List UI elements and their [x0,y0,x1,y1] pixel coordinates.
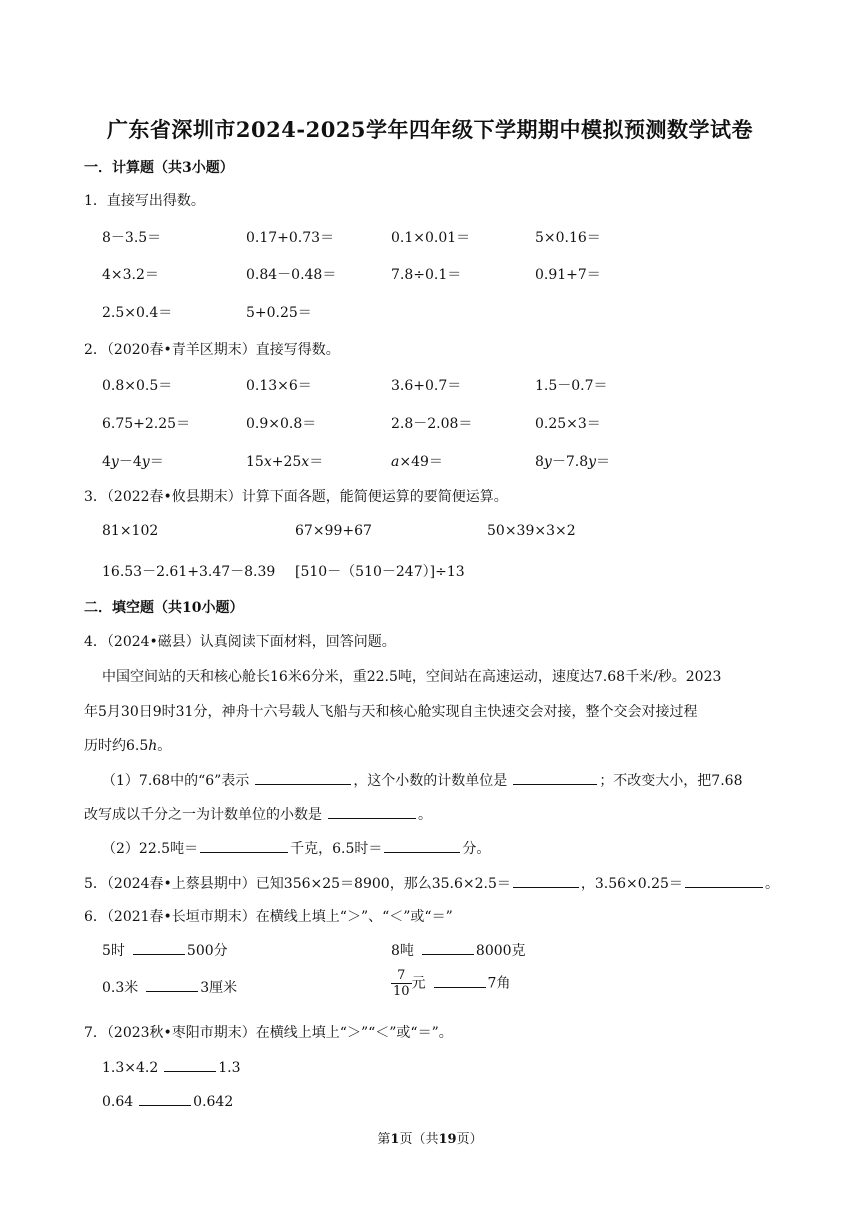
q4-text: （1）7.68中的“6”表示 [102,773,250,789]
q1-item: 8－3.5＝ [102,230,162,246]
q1-item: 2.5×0.4＝ [102,305,173,321]
answer-blank[interactable] [139,1091,191,1106]
q2-item: 3.6+0.7＝ [391,378,462,394]
q2-item: 6.75+2.25＝ [102,416,191,432]
q1-item: 0.1×0.01＝ [391,230,471,246]
q1-item: 5+0.25＝ [246,305,312,321]
q2-expr-part: +25 [271,454,302,470]
q7-item [102,1057,241,1076]
q6-item [391,940,526,960]
q6-text: 500分 [186,943,228,959]
q2-item: 0.13×6＝ [246,378,312,394]
q2-item [535,451,610,471]
answer-blank[interactable] [422,940,474,955]
q2-expr-var: x [263,454,272,470]
q1-item: 5×0.16＝ [535,230,601,246]
q2-expr-var: y [543,454,552,470]
footer-text: 第 [377,1132,391,1147]
q2-expr-part: ×49＝ [399,454,443,470]
q2-expr-part: －7.8 [551,454,589,470]
question-1-stem: 1．直接写出得数。 [84,193,205,209]
q4-paragraph-line [84,735,171,755]
q2-expr-var: y [141,454,150,470]
q7-text: 0.64 [102,1094,134,1110]
q2-expr-part: ＝ [309,454,324,470]
q4-sub1-line2 [84,804,432,824]
q6-text: 3厘米 [200,980,238,996]
answer-blank[interactable] [200,838,288,853]
q6-text: 元 [411,975,426,992]
q1-item: 0.91+7＝ [535,267,601,283]
q6-item [102,977,237,997]
page-title: 广东省深圳市2024-2025学年四年级下学期期中模拟预测数学试卷 [106,117,754,142]
q6-text: 8000克 [475,943,526,959]
section-heading-fill: 二．填空题（共10小题） [84,600,244,616]
q2-expr-var: a [391,454,400,470]
q4-text: 千克，6.5时＝ [290,841,383,857]
question-5 [84,873,779,893]
q2-item: 0.25×3＝ [535,416,601,432]
q7-text: 1.3 [218,1060,241,1076]
q2-item: 0.9×0.8＝ [246,416,317,432]
q2-expr-var: y [588,454,597,470]
q7-item [102,1091,233,1110]
q6-item [102,940,228,960]
q4-text: ，这个小数的计数单位是 [353,773,508,789]
fraction-numerator: 7 [391,968,412,984]
q2-item: 0.8×0.5＝ [102,378,173,394]
q4-text: 。 [418,807,432,823]
q4-text: 改写成以千分之一为计数单位的小数是 [84,807,322,823]
q2-expr-part: ＝ [149,454,164,470]
q2-expr-part: 8 [535,454,544,470]
question-2-stem: 2．（2020春•青羊区期末）直接写得数。 [84,342,340,358]
q3-item: 81×102 [102,523,159,539]
answer-blank[interactable] [255,770,351,785]
q2-item: 2.8－2.08＝ [391,416,473,432]
q5-text: ，3.56×0.25＝ [580,876,683,892]
page-footer [0,1128,860,1147]
q2-item: 1.5－0.7＝ [535,378,608,394]
q4-sub1 [102,770,742,790]
q4-unit-var: h [148,738,158,754]
q2-expr-var: y [110,454,119,470]
q2-expr-part: 15 [246,454,264,470]
q2-expr-part: －4 [118,454,142,470]
q1-item: 7.8÷0.1＝ [391,267,462,283]
page-total: 19 [438,1132,457,1147]
q4-sub2 [102,838,490,858]
q4-text: （2）22.5吨＝ [102,841,199,857]
question-6-stem: 6．（2021春•长垣市期末）在横线上填上“＞”、“＜”或“＝” [84,909,453,925]
page-number: 1 [390,1132,400,1147]
q2-expr-var: x [301,454,310,470]
q6-text: 0.3米 [102,980,139,996]
q2-item [102,451,164,471]
q4-text: 历时约6.5 [84,738,149,754]
q3-item: [510－（510－247）]÷13 [295,564,465,580]
q3-item: 50×39×3×2 [487,523,576,539]
q3-item: 16.53－2.61+3.47－8.39 [102,564,276,580]
q1-item: 0.17+0.73＝ [246,230,335,246]
answer-blank[interactable] [164,1057,216,1072]
q4-paragraph-line: 中国空间站的天和核心舱长16米6分米，重22.5吨，空间站在高速运动，速度达7.68千米/秒。2023 [102,669,722,685]
q4-text: 。 [157,738,172,754]
q5-text: 5．（2024春•上蔡县期中）已知356×25＝8900，那么35.6×2.5＝ [84,876,511,892]
q2-expr-part: ＝ [596,454,611,470]
question-3-stem: 3．（2022春•攸县期末）计算下面各题，能简便运算的要简便运算。 [84,489,508,505]
q4-paragraph-line: 年5月30日9时31分，神舟十六号载人飞船与天和核心舱实现自主快速交会对接，整个交会对接过程 [84,704,698,720]
answer-blank[interactable] [434,973,486,988]
answer-blank[interactable] [328,804,416,819]
q7-text: 1.3×4.2 [102,1060,159,1076]
q2-expr-part: 4 [102,454,111,470]
fraction [391,968,412,999]
q3-item: 67×99+67 [295,523,372,539]
answer-blank[interactable] [513,873,579,888]
footer-text: 页） [456,1132,483,1147]
q4-text: 分。 [462,841,491,857]
q1-item: 0.84－0.48＝ [246,267,337,283]
answer-blank[interactable] [146,977,198,992]
q4-text: ；不改变大小，把7.68 [599,773,743,789]
question-7-stem: 7．（2023秋•枣阳市期末）在横线上填上“＞”“＜”或“＝”。 [84,1025,453,1041]
q6-text: 5时 [102,943,125,959]
answer-blank[interactable] [384,838,460,853]
fraction-denominator: 10 [393,984,410,999]
q2-item [246,451,323,471]
q2-item [391,451,443,471]
q1-item: 4×3.2＝ [102,267,159,283]
q6-item [391,968,510,999]
q6-text: 7角 [487,975,511,992]
q6-text: 8吨 [391,943,414,959]
question-4-stem: 4．（2024•磁县）认真阅读下面材料，回答问题。 [84,634,396,650]
answer-blank[interactable] [133,940,185,955]
answer-blank[interactable] [513,770,597,785]
footer-text: 页（共 [399,1132,439,1147]
section-heading-calc: 一．计算题（共3小题） [84,160,234,176]
q5-text: 。 [764,876,779,892]
answer-blank[interactable] [685,873,763,888]
q7-text: 0.642 [193,1094,234,1110]
